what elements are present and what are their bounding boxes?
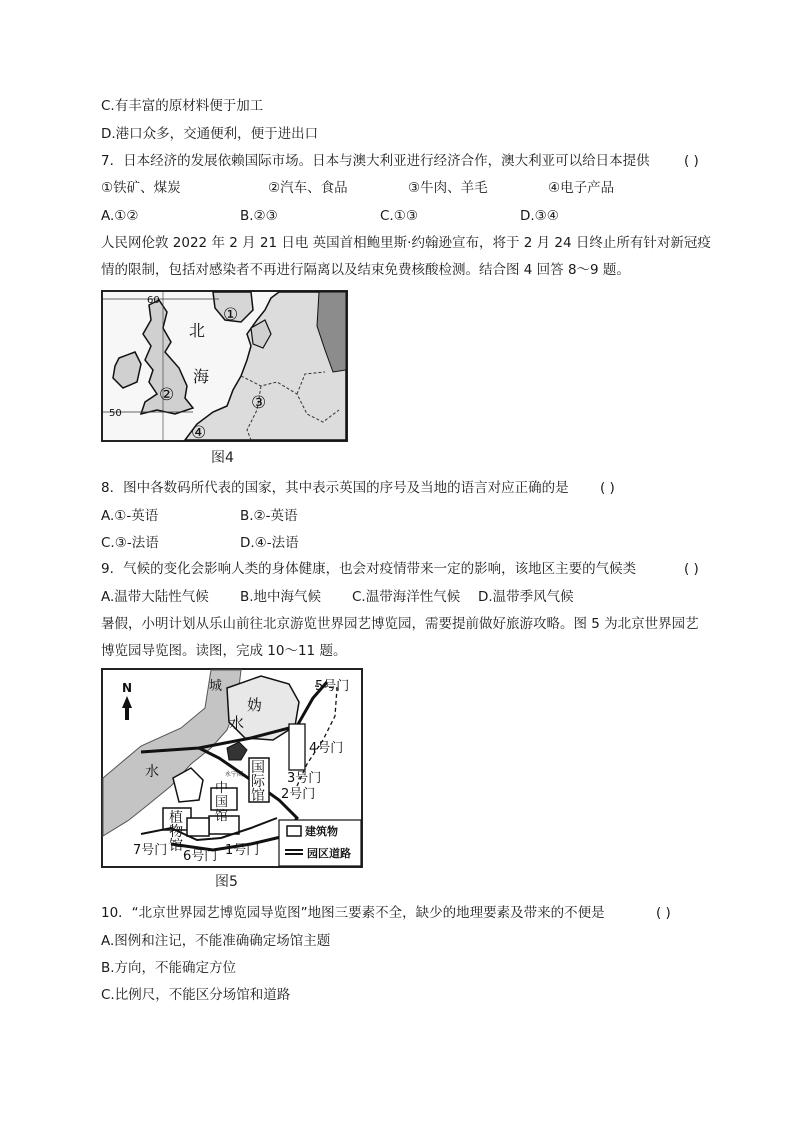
country-label-4: ④ xyxy=(191,423,207,443)
gate-7-label: 7号门 xyxy=(133,843,168,858)
q7-answer-paren: ( ) xyxy=(684,153,699,169)
figure-4-map xyxy=(101,290,348,470)
figure-4-caption: 图4 xyxy=(211,450,234,466)
legend-building-label: 建筑物 xyxy=(305,825,338,838)
q8-option-c: C.③-法语 xyxy=(101,535,159,551)
gate-4-label: 4号门 xyxy=(309,741,344,756)
label-guoji-1: 国 xyxy=(251,760,265,776)
label-gui: 妫 xyxy=(247,696,263,714)
q9-option-d: D.温带季风气候 xyxy=(478,589,574,605)
q7-item-3: ③牛肉、羊毛 xyxy=(408,180,488,196)
q10-answer-paren: ( ) xyxy=(656,905,671,921)
gate-2-label: 2号门 xyxy=(281,787,316,802)
q8-option-b: B.②-英语 xyxy=(240,508,298,524)
country-label-1: ① xyxy=(223,305,239,325)
label-zhiwu-3: 馆 xyxy=(169,838,183,854)
q9-answer-paren: ( ) xyxy=(684,561,699,577)
legend-building-swatch xyxy=(287,826,301,836)
q7-stem: 7．日本经济的发展依赖国际市场。日本与澳大利亚进行经济合作，澳大利亚可以给日本提供 xyxy=(101,153,650,169)
passage1-line2: 情的限制，包括对感染者不再进行隔离以及结束免费核酸检测。结合图 4 回答 8～9 题。 xyxy=(101,262,630,278)
gate-1-label: 1号门 xyxy=(225,843,260,858)
q9-option-c: C.温带海洋性气候 xyxy=(352,589,461,605)
building-3 xyxy=(289,724,305,770)
label-water-lake: 水 xyxy=(229,714,245,732)
q9-option-a: A.温带大陆性气候 xyxy=(101,589,209,605)
gate-6-label: 6号门 xyxy=(183,849,218,864)
gate-3-label: 3号门 xyxy=(287,771,322,786)
q8-option-a: A.①-英语 xyxy=(101,508,159,524)
label-guoji-2: 际 xyxy=(251,774,265,790)
label-zhongguo-1: 中 xyxy=(215,781,229,796)
q7-item-4: ④电子产品 xyxy=(548,180,615,196)
label-zhiwu-2: 物 xyxy=(169,824,183,840)
label-water-river: 水 xyxy=(145,764,159,780)
sea-label-sea: 海 xyxy=(193,367,210,386)
q10-option-b: B.方向，不能确定方位 xyxy=(101,960,237,976)
figure-5-map xyxy=(101,668,363,894)
q7-item-1: ①铁矿、煤炭 xyxy=(101,180,181,196)
q7-option-b: B.②③ xyxy=(240,208,278,224)
q10-option-a: A.图例和注记，不能准确确定场馆主题 xyxy=(101,933,331,949)
country-label-3: ③ xyxy=(251,393,267,413)
q8-option-d: D.④-法语 xyxy=(240,535,299,551)
q7-item-2: ②汽车、食品 xyxy=(268,180,348,196)
prev-option-d: D.港口众多，交通便利，便于进出口 xyxy=(101,126,319,142)
passage2-line2: 博览园导览图。读图，完成 10～11 题。 xyxy=(101,643,347,659)
passage2-line1: 暑假，小明计划从乐山前往北京游览世界园艺博览园，需要提前做好旅游攻略。图 5 为北京世界园艺 xyxy=(101,616,699,632)
label-zhiwu-1: 植 xyxy=(169,810,183,826)
q8-answer-paren: ( ) xyxy=(600,480,615,496)
q10-stem: 10．“北京世界园艺博览园导览图”地图三要素不全，缺少的地理要素及带来的不便是 xyxy=(101,905,605,921)
label-zhongguo-3: 馆 xyxy=(215,809,229,824)
legend-road-label: 园区道路 xyxy=(307,847,351,860)
europe-map-svg xyxy=(101,290,348,470)
lat-60-label: 60 xyxy=(147,295,160,306)
q7-option-d: D.③④ xyxy=(520,208,559,224)
q9-stem: 9．气候的变化会影响人类的身体健康，也会对疫情带来一定的影响，该地区主要的气候类 xyxy=(101,561,637,577)
gate-5-label: 5号门 xyxy=(315,679,350,694)
label-zhongguo-2: 国 xyxy=(215,795,229,810)
q8-stem: 8．图中各数码所代表的国家，其中表示英国的序号及当地的语言对应正确的是 xyxy=(101,480,569,496)
label-guoji-3: 馆 xyxy=(251,788,265,804)
q9-option-b: B.地中海气候 xyxy=(240,589,322,605)
country-label-2: ② xyxy=(159,385,175,405)
q10-option-c: C.比例尺，不能区分场馆和道路 xyxy=(101,987,291,1003)
label-small-pavilion: 永宁阁 xyxy=(225,771,244,778)
q7-option-a: A.①② xyxy=(101,208,139,224)
q7-option-c: C.①③ xyxy=(380,208,418,224)
prev-option-c: C.有丰富的原材料便于加工 xyxy=(101,98,264,114)
expo-map-svg xyxy=(101,668,363,894)
figure-5-caption: 图5 xyxy=(215,874,238,890)
building-zhiwu-2 xyxy=(187,818,209,836)
sea-label-north: 北 xyxy=(189,321,206,340)
passage1-line1: 人民网伦敦 2022 年 2 月 21 日电 英国首相鲍里斯·约翰逊宣布，将于 2 月 24 日终止所有针对新冠疫 xyxy=(101,235,711,251)
label-city: 城 xyxy=(209,679,223,694)
lat-50-label: 50 xyxy=(109,408,122,419)
north-label: N xyxy=(122,681,133,695)
